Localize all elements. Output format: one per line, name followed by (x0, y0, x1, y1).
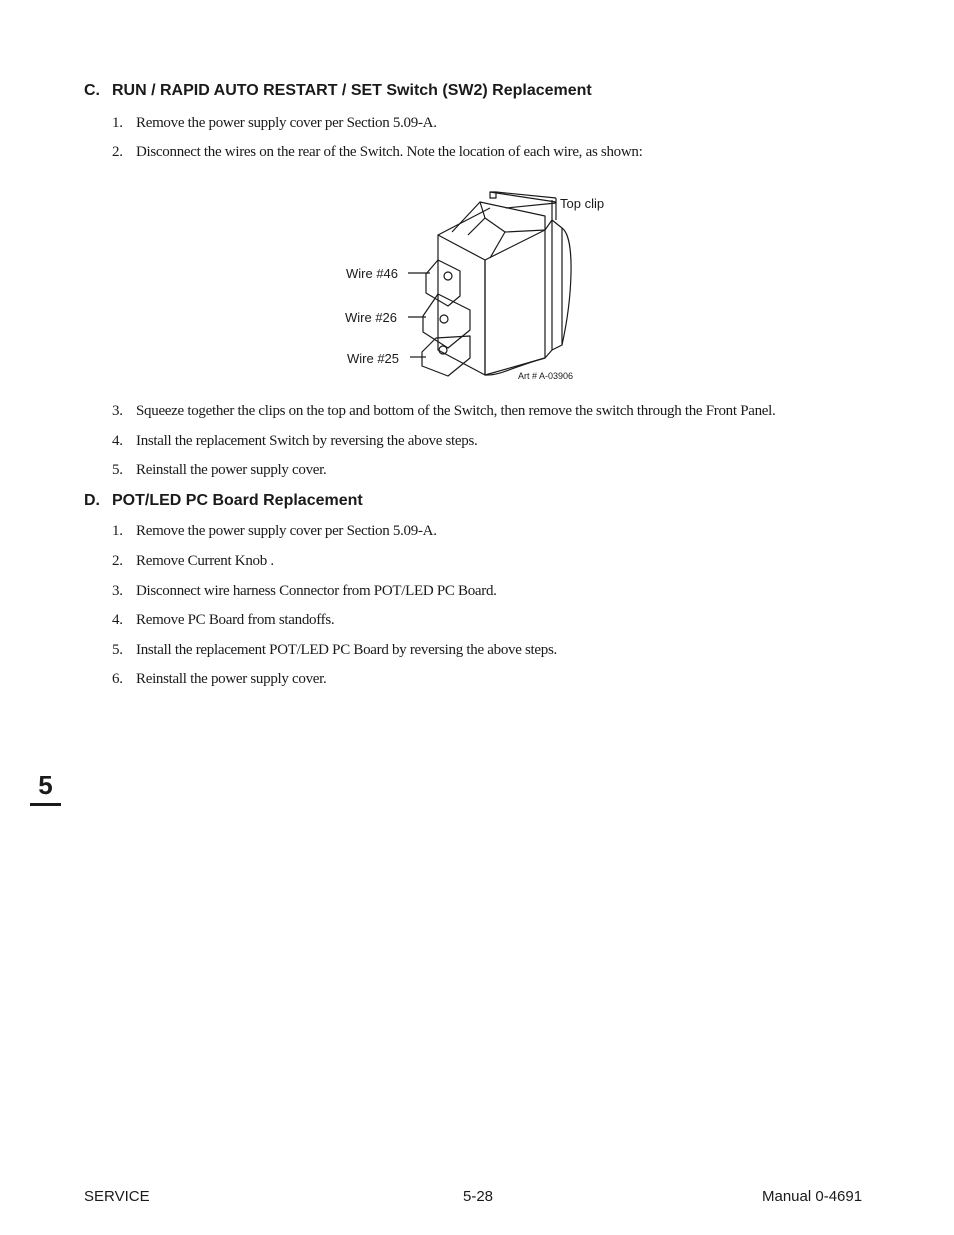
step-text: Disconnect the wires on the rear of the Switch. Note the location of each wire, as shown: (136, 144, 643, 160)
section-c-heading (84, 82, 592, 100)
footer-page-number: 5-28 (463, 1188, 494, 1205)
top-clip-label: Top clip (560, 196, 605, 211)
step-number: 3. (112, 583, 123, 599)
step-number: 1. (112, 523, 123, 539)
step-number: 6. (112, 671, 123, 687)
step-number: 4. (112, 612, 123, 628)
step-text: Remove the power supply cover per Section 5.09-A. (136, 115, 437, 131)
section-d-title: POT/LED PC Board Replacement (112, 492, 363, 509)
footer-section-label: SERVICE (84, 1188, 150, 1205)
footer-manual-number: Manual 0-4691 (762, 1188, 863, 1205)
section-d-step-1 (112, 523, 437, 540)
section-c-title: RUN / RAPID AUTO RESTART / SET Switch (SW2) Replacement (112, 82, 592, 99)
step-number: 5. (112, 462, 123, 478)
section-c-step-1 (112, 115, 437, 132)
section-d-step-5 (112, 642, 557, 659)
step-text: Remove PC Board from standoffs. (136, 612, 335, 628)
step-text: Remove the power supply cover per Section 5.09-A. (136, 523, 437, 539)
section-d-step-4 (112, 612, 334, 629)
step-text: Disconnect wire harness Connector from POT/LED PC Board. (136, 583, 497, 599)
wire-46-label: Wire #46 (346, 266, 399, 281)
step-number: 3. (112, 403, 123, 419)
step-number: 1. (112, 115, 123, 131)
section-c-step-2 (112, 144, 642, 161)
section-c-step-3 (112, 403, 775, 420)
step-text: Squeeze together the clips on the top and bottom of the Switch, then remove the switch through the Front Panel. (136, 403, 776, 419)
section-d-letter: D. (84, 492, 100, 509)
step-number: 4. (112, 433, 123, 449)
section-d-heading (84, 492, 363, 510)
step-text: Install the replacement Switch by reversing the above steps. (136, 433, 478, 449)
art-number: Art # A-03906 (518, 371, 574, 381)
step-text: Install the replacement POT/LED PC Board by reversing the above steps. (136, 642, 557, 658)
section-c-step-5 (112, 462, 326, 479)
step-number: 2. (112, 144, 123, 160)
section-d-step-2 (112, 553, 274, 570)
section-c-step-4 (112, 433, 477, 450)
wire-26-label: Wire #26 (345, 310, 398, 325)
chapter-tab-number: 5 (30, 768, 61, 806)
step-text: Reinstall the power supply cover. (136, 671, 327, 687)
switch-wiring-figure (330, 180, 630, 390)
wire-25-label: Wire #25 (347, 351, 400, 366)
step-number: 5. (112, 642, 123, 658)
section-d-step-6 (112, 671, 326, 688)
step-text: Remove Current Knob . (136, 553, 274, 569)
section-d-step-3 (112, 583, 497, 600)
section-c-letter: C. (84, 82, 100, 99)
step-text: Reinstall the power supply cover. (136, 462, 327, 478)
step-number: 2. (112, 553, 123, 569)
